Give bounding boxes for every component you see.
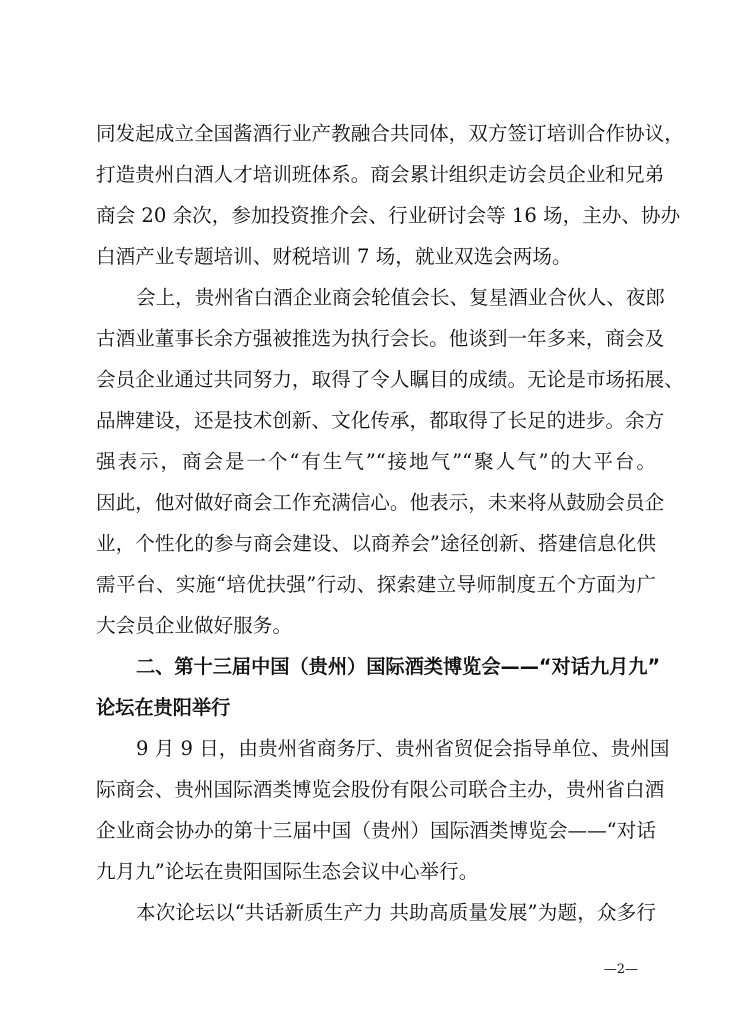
- paragraph-2-line-2: 古酒业董事长余方强被推选为执行会长。他谈到一年多来，商会及: [96, 327, 665, 350]
- paragraph-2-line-1: 会上，贵州省白酒企业商会轮值会长、复星酒业合伙人、夜郎: [136, 286, 666, 309]
- paragraph-3-line-3: 企业商会协办的第十三届中国（贵州）国际酒类博览会——“对话: [96, 819, 656, 842]
- paragraph-1-line-2: 打造贵州白酒人才培训班体系。商会累计组织走访会员企业和兄弟: [96, 163, 665, 186]
- section-heading-line-1: 二、第十三届中国（贵州）国际酒类博览会——“对话九月九”: [136, 655, 661, 678]
- paragraph-3-line-4: 九月九”论坛在贵阳国际生态会议中心举行。: [96, 860, 479, 883]
- paragraph-1-line-1: 同发起成立全国酱酒行业产教融合共同体，双方签订培训合作协议，: [96, 122, 684, 145]
- paragraph-2-line-5: 强表示，商会是一个“有生气”“接地气”“聚人气”的大平台。: [96, 450, 656, 473]
- section-heading-line-2: 论坛在贵阳举行: [96, 696, 231, 719]
- paragraph-2-line-7: 业，个性化的参与商会建设、以商养会”途径创新、搭建信息化供: [96, 532, 656, 555]
- paragraph-3-line-1: 9 月 9 日，由贵州省商务厅、贵州省贸促会指导单位、贵州国: [136, 737, 670, 760]
- paragraph-2-line-4: 品牌建设，还是技术创新、文化传承，都取得了长足的进步。余方: [96, 409, 665, 432]
- paragraph-1-line-3: 商会 20 余次，参加投资推介会、行业研讨会等 16 场，主办、协办: [96, 204, 681, 227]
- paragraph-2-line-9: 大会员企业做好服务。: [96, 614, 292, 637]
- page-number: —2—: [603, 962, 638, 977]
- paragraph-3-line-2: 际商会、贵州国际酒类博览会股份有限公司联合主办，贵州省白酒: [96, 778, 665, 801]
- paragraph-2-line-3: 会员企业通过共同努力，取得了令人瞩目的成绩。无论是市场拓展、: [96, 368, 684, 391]
- paragraph-4-line-1: 本次论坛以“共话新质生产力 共助高质量发展”为题，众多行: [136, 901, 656, 924]
- paragraph-2-line-8: 需平台、实施“培优扶强”行动、探索建立导师制度五个方面为广: [96, 573, 656, 596]
- paragraph-1-line-4: 白酒产业专题培训、财税培训 7 场，就业双选会两场。: [96, 245, 572, 268]
- paragraph-2-line-6: 因此，他对做好商会工作充满信心。他表示，未来将从鼓励会员企: [96, 491, 665, 514]
